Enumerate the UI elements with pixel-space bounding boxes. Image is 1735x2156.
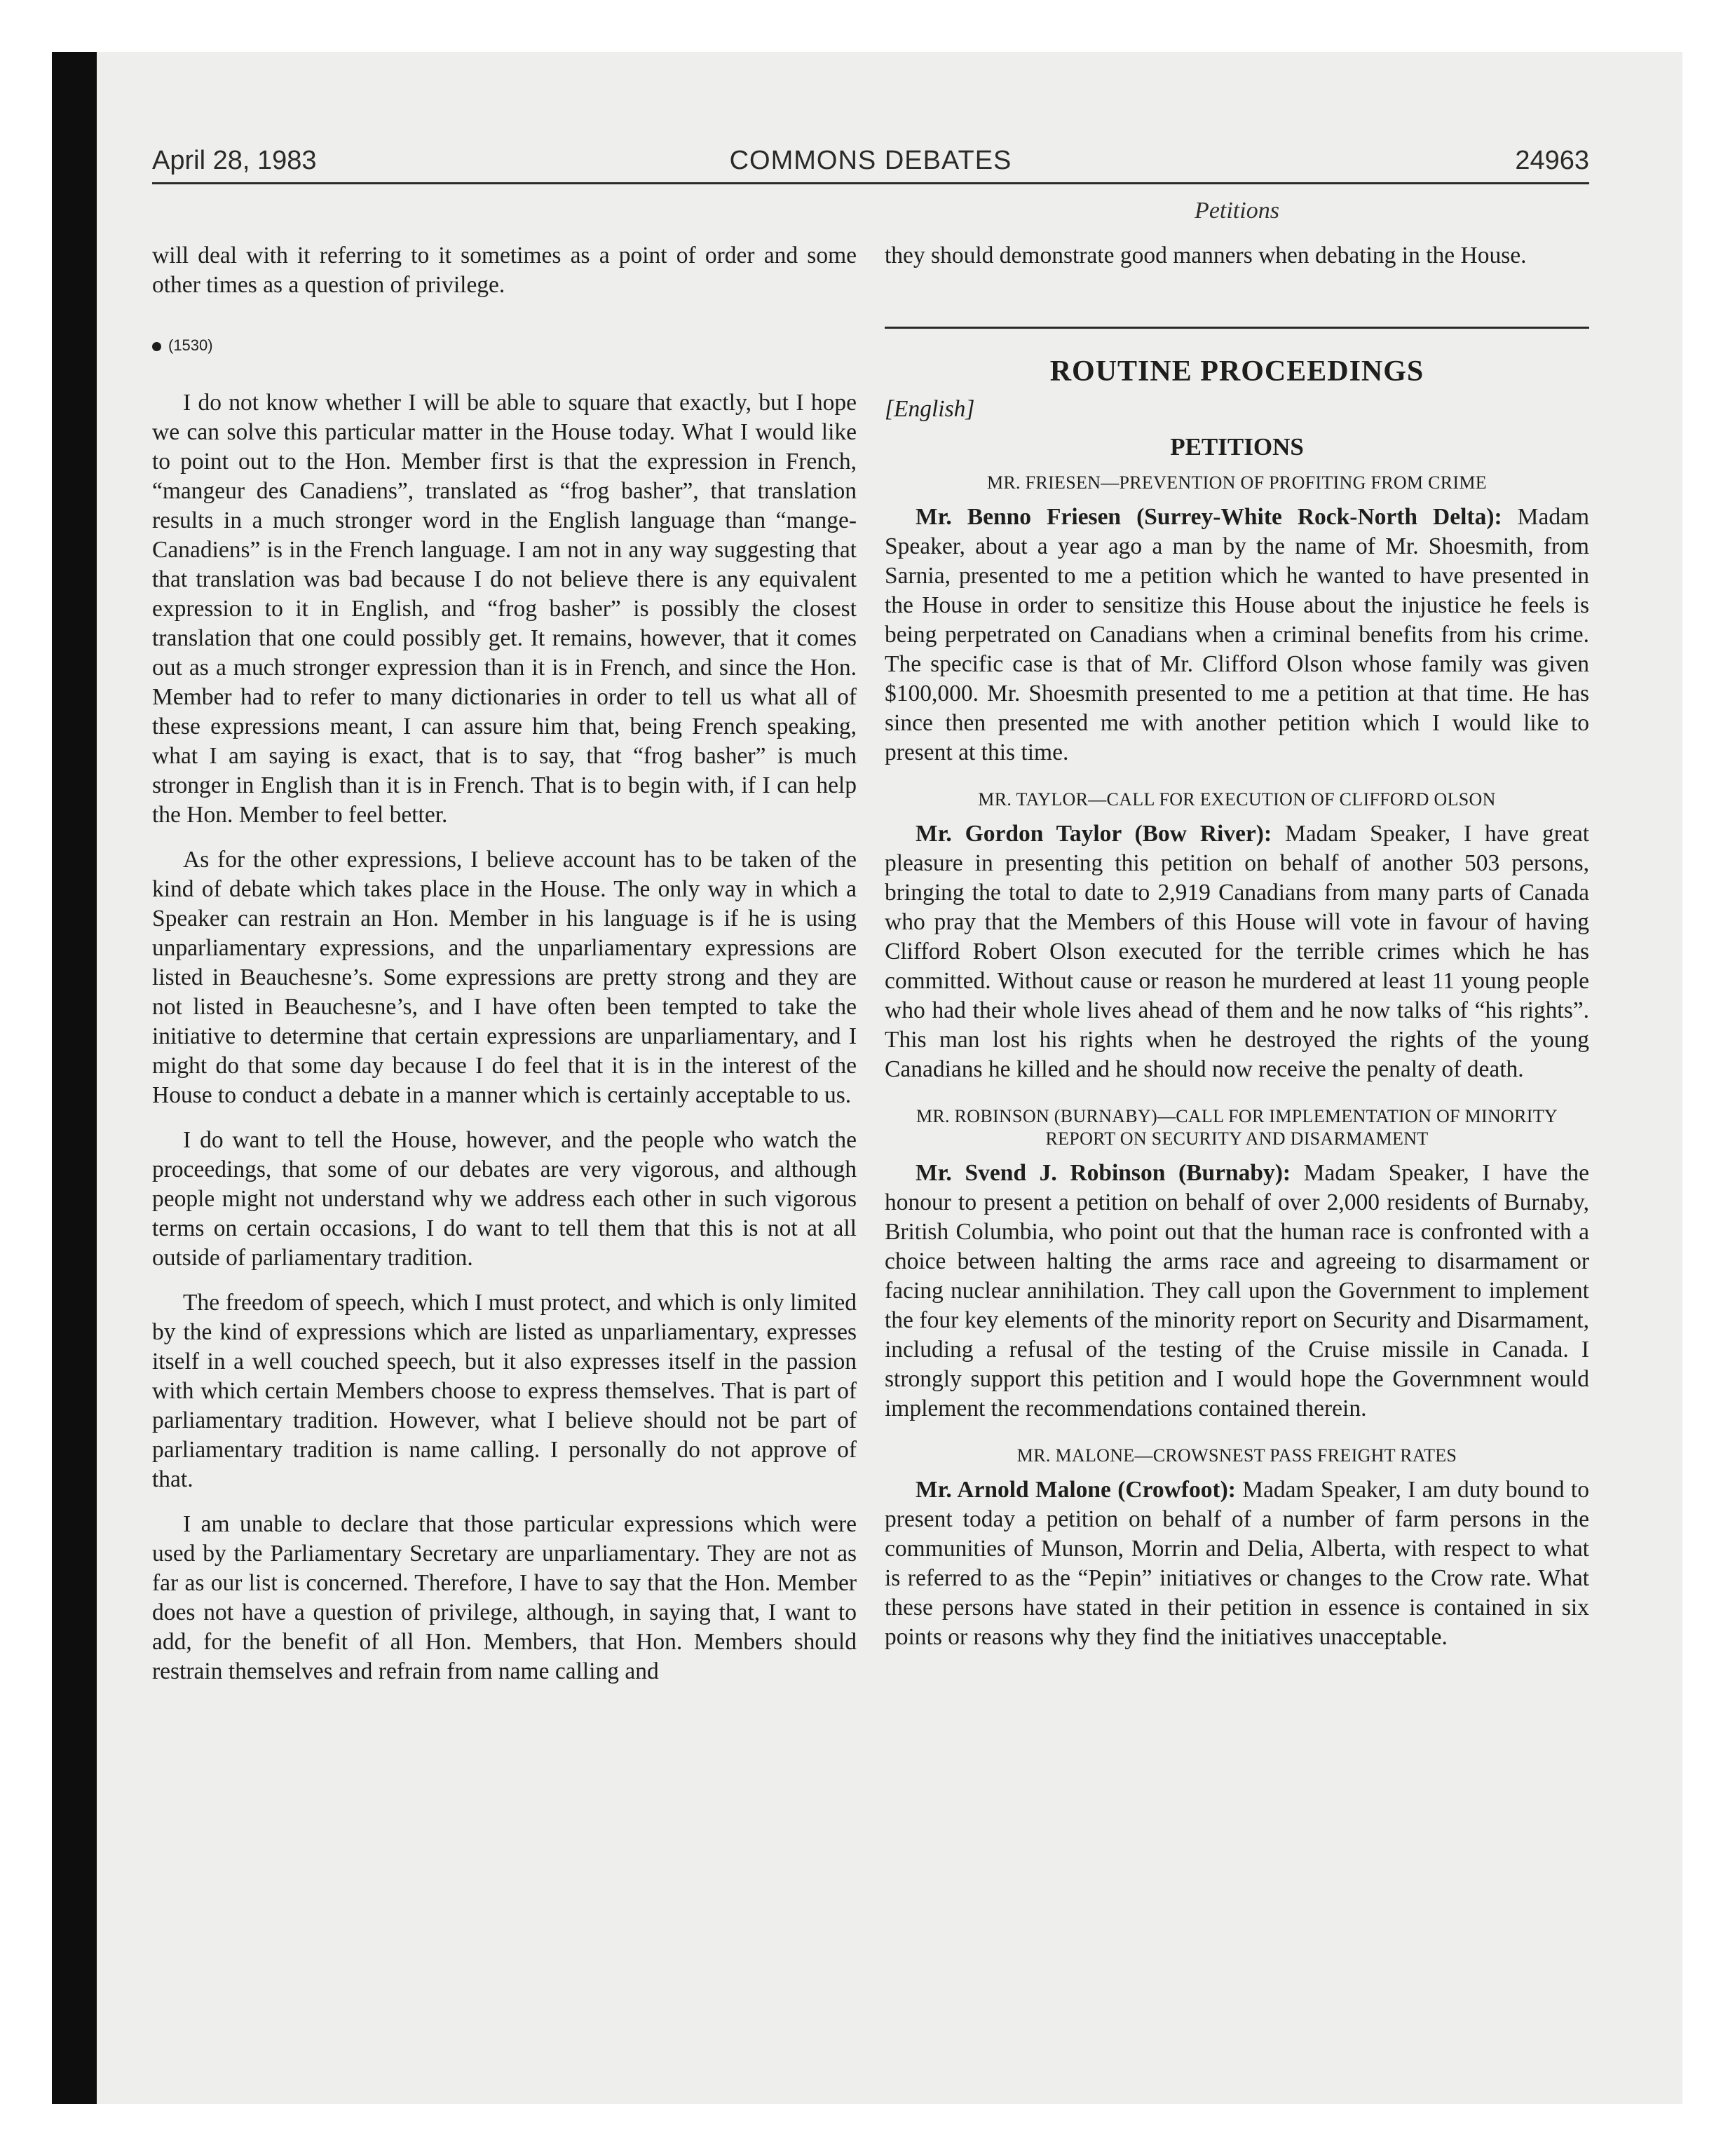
speaker-name: Mr. Arnold Malone (Crowfoot): xyxy=(916,1477,1236,1503)
petition-title: MR. TAYLOR—CALL FOR EXECUTION OF CLIFFORD OLSON xyxy=(978,789,1496,810)
scan-edge-shadow xyxy=(52,52,97,2104)
running-header xyxy=(152,146,1589,184)
bullet-icon xyxy=(152,342,161,351)
section-divider xyxy=(885,327,1589,329)
speech-text: Madam Speaker, I have great pleasure in presenting this petition on behalf of another 503 persons, bringing the total to date to 2,919 Canadians from many parts of Canada who pray that the Members of this House will vote in favour of having Clifford Robert Olson executed for the terrible crimes which he has committed. Without cause or reason he murdered at least 11 young people who had their whole lives ahead of them and he now talks of “his rights”. This man lost his rights when he destroyed the rights of the young Canadians he killed and he should now receive the penalty of death. xyxy=(885,821,1590,1082)
paragraph: The freedom of speech, which I must protect, and which is only limited by the kind of expressions which are listed as unparliamentary, expresses itself in a well couched speech, but it also expresses itself in the passion with which certain Members choose to express themselves. That is part of parliamentary tradition. However, what I believe should not be part of parliamentary tradition is name calling. I personally do not approve of that. xyxy=(152,1290,857,1492)
routine-proceedings-heading: ROUTINE PROCEEDINGS xyxy=(1049,355,1424,388)
time-marker xyxy=(152,331,857,360)
paragraph: I do not know whether I will be able to square that exactly, but I hope we can solve this particular matter in the House today. What I would like to point out to the Hon. Member first is that the expression in French, “mangeur des Canadiens”, translated as “frog basher”, that translation results in a much stronger word in the English language than “mange-Canadiens” is in the French language. I am not in any way suggesting that that translation was bad because I do not believe there is any equivalent expression to it in English, and “frog basher” is possibly the closest translation that one could possibly get. It remains, however, that it comes out as a much stronger expression than it is in French, and since the Hon. Member had to refer to many dictionaries in order to tell us what all of these expressions meant, I can assure him that, being French speaking, what I am saying is exact, that is to say, that “frog basher” is much stronger in English than it is in French. That is to begin with, if I can help the Hon. Member to feel better. xyxy=(152,390,857,828)
section-heading: Petitions xyxy=(1195,198,1279,224)
speaker-name: Mr. Svend J. Robinson (Burnaby): xyxy=(916,1160,1291,1186)
petition-title: MR. MALONE—CROWSNEST PASS FREIGHT RATES xyxy=(1016,1445,1457,1466)
paragraph: I do want to tell the House, however, and the people who watch the proceedings, that some of our debates are very vigorous, and although people might not understand why we address each other in such vigorous terms on certain occasions, I do want to tell them that this is not at all outside of parliamentary tradition. xyxy=(152,1127,857,1271)
paragraph: As for the other expressions, I believe account has to be taken of the kind of debate which takes place in the House. The only way in which a Speaker can restrain an Hon. Member in his language is if he is using unparliamentary expressions, and the unparliamentary expressions are listed in Beauchesne’s. Some expressions are pretty strong and they are not listed in Beauchesne’s, and I have often been tempted to take the initiative to determine that certain expressions are unparliamentary, and I might do that some day because I do feel that it is in the interest of the House to conduct a debate in a manner which is certainly acceptable to us. xyxy=(152,847,857,1108)
petition-title: MR. ROBINSON (BURNABY)—CALL FOR IMPLEMENTATION OF MINORITY REPORT ON SECURITY AND DISARMAMENT xyxy=(916,1106,1558,1149)
petitions-heading: PETITIONS xyxy=(1170,433,1304,460)
speaker-name: Mr. Benno Friesen (Surrey-White Rock-North Delta): xyxy=(916,504,1502,530)
paragraph: I am unable to declare that those particular expressions which were used by the Parliamentary Secretary are unparliamentary. They are not as far as our list is concerned. Therefore, I have to say that the Hon. Member does not have a question of privilege, although, in saying that, I want to add, for the benefit of all Hon. Members, that Hon. Members should restrain themselves and refrain from name calling and xyxy=(152,1511,857,1684)
petition-speech xyxy=(885,1159,1589,1424)
language-tag: [English] xyxy=(885,396,975,422)
petition-speech xyxy=(885,503,1589,767)
speech-text: Madam Speaker, about a year ago a man by the name of Mr. Shoesmith, from Sarnia, presented to me a petition which he wanted to have presented in the House in order to sensitize this House about the injustice he feels is being perpetrated on Canadians when a criminal benefits from his crime. The specific case is that of Mr. Clifford Olson whose family was given $100,000. Mr. Shoesmith presented to me a petition at that time. He has since then presented me with another petition which I would like to present at this time. xyxy=(885,504,1590,765)
petition-title: MR. FRIESEN—PREVENTION OF PROFITING FROM CRIME xyxy=(987,472,1487,493)
left-column xyxy=(152,241,857,1686)
header-date: April 28, 1983 xyxy=(152,146,317,175)
header-title: COMMONS DEBATES xyxy=(729,146,1012,175)
paragraph: they should demonstrate good manners when debating in the House. xyxy=(885,243,1527,268)
speaker-name: Mr. Gordon Taylor (Bow River): xyxy=(916,821,1272,847)
right-column xyxy=(885,241,1589,1652)
speech-text: Madam Speaker, I am duty bound to present today a petition on behalf of a number of farm persons in the communities of Munson, Morrin and Delia, Alberta, with respect to what is referred to as the “Pepin” initiatives or changes to the Crow rate. What these persons have stated in their petition in essence is contained in six points or reasons why they find the initiatives unacceptable. xyxy=(885,1477,1589,1650)
petition-speech xyxy=(885,819,1589,1084)
time-marker-label: (1530) xyxy=(168,336,213,354)
speech-text: Madam Speaker, I have the honour to present a petition on behalf of over 2,000 residents of Burnaby, British Columbia, who point out that the human race is confronted with a choice between halting the arms race and agreeing to disarmament or facing nuclear annihilation. They call upon the Government to implement the four key elements of the minority report on Security and Disarmament, including a refusal of the testing of the Cruise missile in Canada. I strongly support this petition and I would hope the Governmnent would implement the recommendations contained therein. xyxy=(885,1160,1589,1421)
petition-speech xyxy=(885,1475,1589,1652)
header-page-number: 24963 xyxy=(1515,146,1589,175)
paragraph: will deal with it referring to it sometimes as a point of order and some other times as a question of privilege. xyxy=(152,243,857,298)
